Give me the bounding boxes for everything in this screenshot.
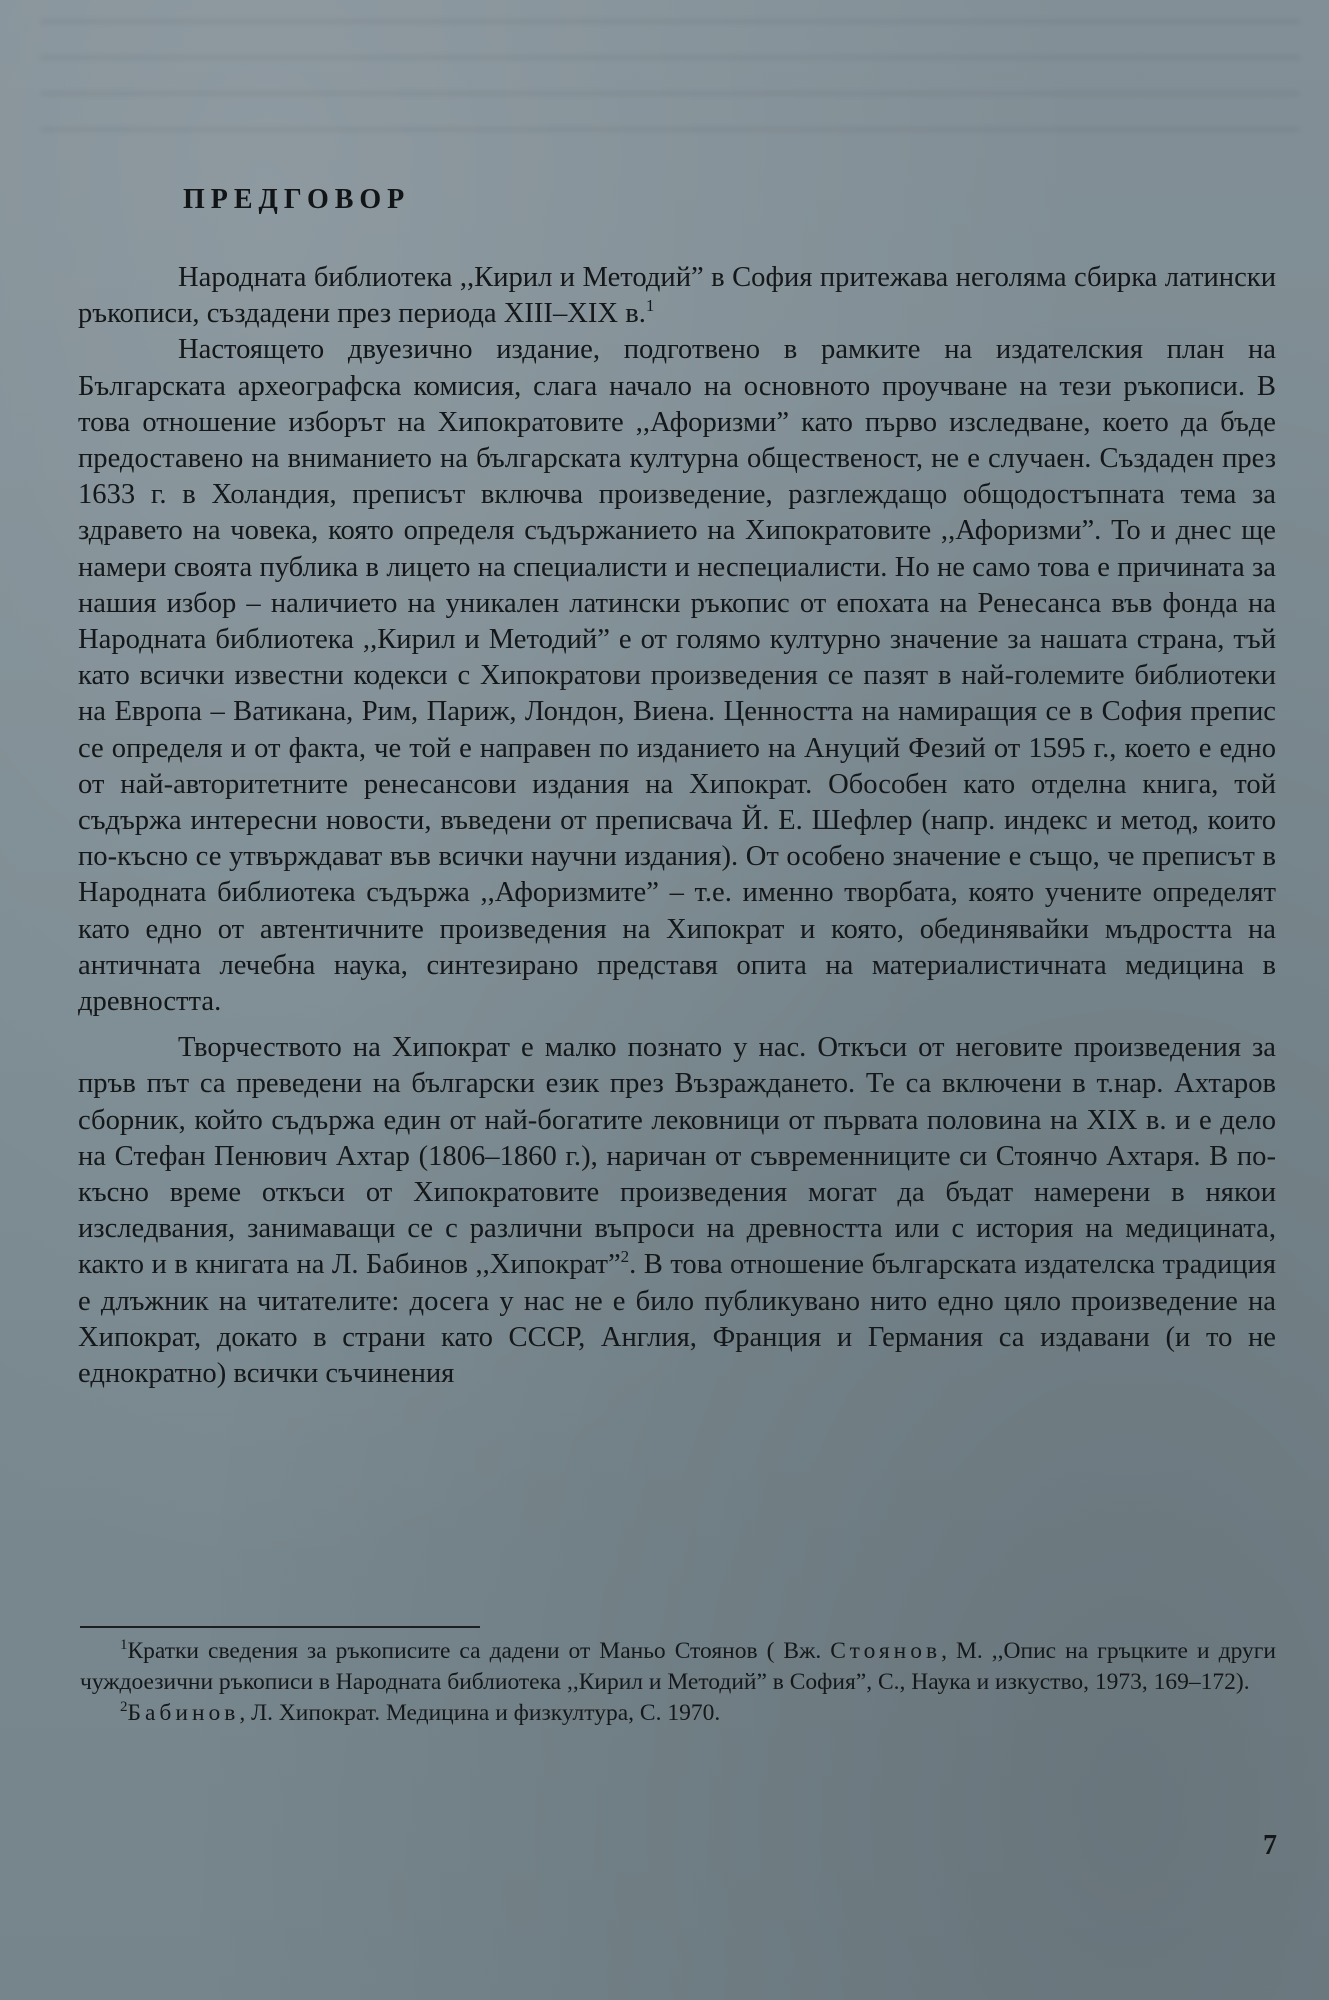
footnote-1-text-continued: , М. ,,Опис на гръцките и други чуждоезични ръкописи в Народната библиотека ,,Кирил и Методий” в София”, С., Наука и изкуство, 1973, 169–172). <box>80 1638 1276 1695</box>
footnote-ref-1: 1 <box>645 296 655 316</box>
footnote-2-author: Бабинов <box>127 1700 240 1726</box>
footnote-1-mark: 1 <box>120 1637 128 1653</box>
footnote-2-text: , Л. Хипократ. Медицина и физкултура, С. 1970. <box>239 1700 721 1726</box>
paragraph-3-text-continued: . В това отношение българската издателска традиция е длъжник на читателите: досега у нас не е било публикувано нито едно цяло произведение на Хипократ, докато в страни като СССР, Англия, Франция и Германия са издавани (и то не еднократно) всички съчинения <box>78 1249 1276 1390</box>
footnote-1-author: Стоянов <box>830 1638 942 1664</box>
paragraph-3 <box>78 1030 1276 1392</box>
paragraph-2-text: Настоящето двуезично издание, подготвено в рамките на издателския план на Българската археографска комисия, слага начало на основното проучване на тези ръкописи. В това отношение изборът на Хипократовите ,,Афоризми” като първо изследване, което да бъде предоставено на вниманието на българската културна общественост, не е случаен. Създаден през 1633 г. в Холандия, преписът включва произведение, разглеждащо общодостъпната тема за здравето на човека, която определя съдържанието на Хипократовите ,,Афоризми”. То и днес ще намери своята публика в лицето на специалисти и неспециалисти. Но не само това е причината за нашия избор – наличието на уникален латински ръкопис от епохата на Ренесанса във фонда на Народната библиотека ,,Кирил и Методий” е от голямо културно значение за нашата страна, тъй като всички известни кодекси с Хипократови произведения се пазят в най-големите библиотеки на Европа – Ватикана, Рим, Париж, Лондон, Виена. Ценността на намиращия се в София препис се определя и от факта, че той е направен по изданието на Ануций Фезий от 1595 г., което е едно от най-авторитетните ренесансови издания на Хипократ. Обособен като отделна книга, той съдържа интересни новости, въведени от преписвача Й. Е. Шефлер (напр. индекс и метод, които по-късно се утвърждават във всички научни издания). От особено значение е също, че преписът в Народната библиотека съдържа ,,Афоризмите” – т.е. именно творбата, която учените определят като едно от автентичните произведения на Хипократ и която, обединявайки мъдростта на античната лечебна наука, синтезирано представя опита на материалистичната медицина в древността. <box>78 334 1276 1018</box>
footnote-2 <box>80 1698 1276 1729</box>
footnote-1-text: Кратки сведения за ръкописите са дадени от Маньо Стоянов ( Вж. <box>127 1638 831 1664</box>
paragraph-2 <box>78 332 1276 1020</box>
paragraph-3-text: Творчеството на Хипократ е малко познато у нас. Откъси от неговите произведения за пръв път са преведени на български език през Възраждането. Те са включени в т.нар. Ахтаров сборник, който съдържа един от най-богатите лековници от първата половина на XIX в. и е дело на Стефан Пенювич Ахтар (1806–1860 г.), наричан от съвременниците си Стоянчо Ахтаря. В по-късно време откъси от Хипократовите произведения могат да бъдат намерени в някои изследвания, занимаващи се с различни въпроси на древността или с история на медицината, както и в книгата на Л. Бабинов ,,Хипократ” <box>78 1032 1276 1281</box>
footnotes <box>80 1636 1276 1729</box>
footnote-ref-2: 2 <box>620 1247 630 1267</box>
paragraph-1 <box>78 260 1276 332</box>
paragraph-1-text: Народната библиотека ,,Кирил и Методий” в София притежава неголяма сбирка латински ръкописи, създадени през периода XIII–XIX в. <box>78 262 1276 330</box>
footnote-2-mark: 2 <box>120 1699 128 1715</box>
page-title: ПРЕДГОВОР <box>183 184 411 215</box>
page-number: 7 <box>1263 1830 1277 1861</box>
show-through-text <box>40 20 1300 140</box>
footnote-1 <box>80 1636 1276 1698</box>
main-text <box>78 260 1276 1392</box>
footnote-divider <box>80 1626 480 1628</box>
